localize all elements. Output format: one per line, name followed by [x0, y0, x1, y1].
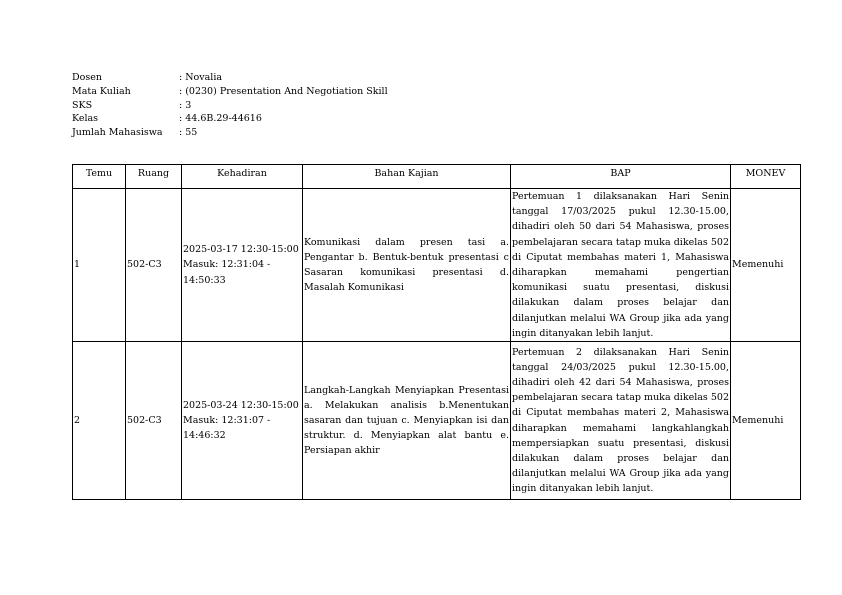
info-label-mata-kuliah: Mata Kuliah	[72, 85, 131, 97]
cell-ruang: 502-C3	[126, 342, 182, 500]
info-value-kelas: : 44.6B.29-44616	[179, 113, 262, 125]
info-row-jumlah-mahasiswa	[72, 126, 388, 140]
cell-temu: 2	[73, 342, 126, 500]
header-bap: BAP	[511, 165, 731, 189]
cell-bap: Pertemuan 2 dilaksanakan Hari Senin tanggal 24/03/2025 pukul 12.30-15.00, dihadiri oleh 42 dari 54 Mahasiswa, proses pembelajaran secara tatap muka dikelas 502 di Ciputat membahas materi 2, Mahasiswa diharapkan memahami langkahlangkah mempersiapkan suatu presentasi, diskusi dilakukan dalam proses belajar dan dilanjutkan melalui WA Group jika ada yang ingin ditanyakan lebih lanjut.	[511, 342, 731, 500]
header-kehadiran: Kehadiran	[182, 165, 303, 189]
info-row-kelas	[72, 112, 388, 126]
info-label-jumlah-mahasiswa: Jumlah Mahasiswa	[72, 127, 163, 139]
cell-temu: 1	[73, 189, 126, 342]
info-row-sks	[72, 99, 388, 113]
info-row-mata-kuliah	[72, 85, 388, 99]
info-row-dosen	[72, 71, 388, 85]
header-monev: MONEV	[731, 165, 801, 189]
info-value-sks: : 3	[179, 99, 192, 111]
cell-monev: Memenuhi	[731, 342, 801, 500]
header-bahan-kajian: Bahan Kajian	[303, 165, 511, 189]
info-label-kelas: Kelas	[72, 113, 99, 125]
cell-bap: Pertemuan 1 dilaksanakan Hari Senin tanggal 17/03/2025 pukul 12.30-15.00, dihadiri oleh 50 dari 54 Mahasiswa, proses pembelajaran secara tatap muka dikelas 502 di Ciputat membahas materi 1, Mahasiswa diharapkan memahami pengertian komunikasi suatu presentasi, diskusi dilakukan dalam proses belajar dan dilanjutkan melalui WA Group jika ada yang ingin ditanyakan lebih lanjut.	[511, 189, 731, 342]
cell-bahan-kajian: Komunikasi dalam presen tasi a. Pengantar b. Bentuk-bentuk presentasi c Sasaran komunikasi presentasi d. Masalah Komunikasi	[303, 189, 511, 342]
attendance-table	[72, 164, 801, 500]
table-row	[73, 189, 801, 342]
info-label-dosen: Dosen	[72, 72, 102, 83]
cell-kehadiran: 2025-03-24 12:30-15:00 Masuk: 12:31:07 - 14:46:32	[182, 342, 303, 500]
header-ruang: Ruang	[126, 165, 182, 189]
info-value-dosen: : Novalia	[179, 72, 223, 83]
cell-monev: Memenuhi	[731, 189, 801, 342]
info-value-jumlah-mahasiswa: : 55	[179, 127, 198, 139]
table-row	[73, 342, 801, 500]
info-label-sks: SKS	[72, 99, 93, 111]
cell-ruang: 502-C3	[126, 189, 182, 342]
table-header-row	[73, 165, 801, 189]
info-value-mata-kuliah: : (0230) Presentation And Negotiation Skill	[179, 85, 388, 97]
course-info	[72, 71, 388, 140]
cell-bahan-kajian: Langkah-Langkah Menyiapkan Presentasi a. Melakukan analisis b.Menentukan sasaran dan tujuan c. Menyiapkan isi dan struktur. d. Menyiapkan alat bantu e. Persiapan akhir	[303, 342, 511, 500]
cell-kehadiran: 2025-03-17 12:30-15:00 Masuk: 12:31:04 - 14:50:33	[182, 189, 303, 342]
header-temu: Temu	[73, 165, 126, 189]
